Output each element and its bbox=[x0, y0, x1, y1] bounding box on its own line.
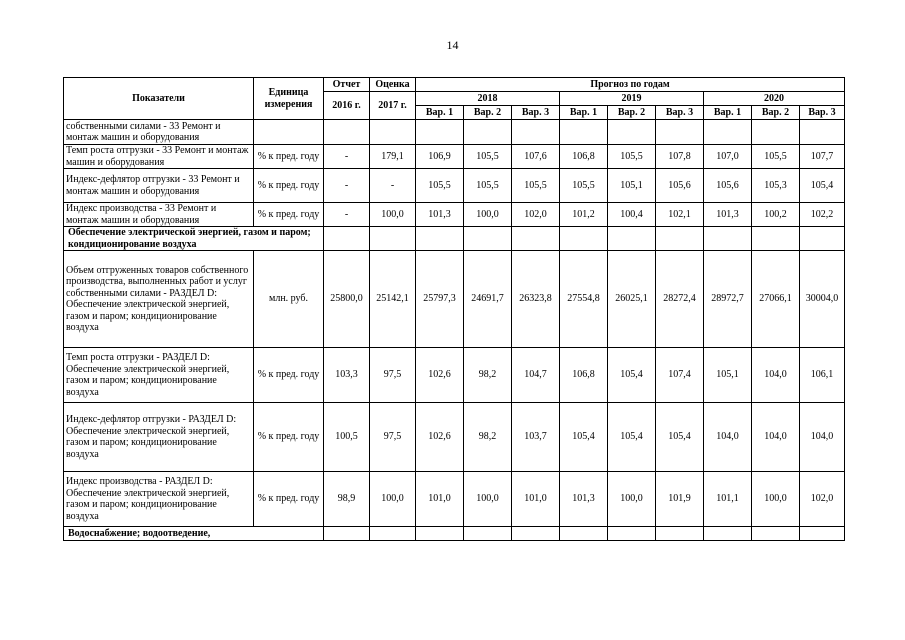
value-cell: 101,3 bbox=[560, 472, 608, 527]
empty-cell bbox=[512, 227, 560, 251]
value-cell: 106,8 bbox=[560, 145, 608, 169]
table-row bbox=[64, 403, 845, 472]
value-cell: 30004,0 bbox=[800, 251, 845, 348]
value-cell: 100,0 bbox=[370, 472, 416, 527]
value-cell: 97,5 bbox=[370, 403, 416, 472]
value-cell: 105,6 bbox=[704, 169, 752, 203]
value-cell: 103,7 bbox=[512, 403, 560, 472]
value-cell: 105,5 bbox=[464, 145, 512, 169]
value-cell: 101,3 bbox=[416, 203, 464, 227]
unit-cell: % к пред. году bbox=[254, 348, 324, 403]
value-cell: - bbox=[324, 145, 370, 169]
table-row bbox=[64, 251, 845, 348]
indicator-cell: Индекс-дефлятор отгрузки - 33 Ремонт и монтаж машин и оборудования bbox=[64, 169, 254, 203]
value-cell: 107,0 bbox=[704, 145, 752, 169]
value-cell: 105,4 bbox=[560, 403, 608, 472]
value-cell: 102,6 bbox=[416, 403, 464, 472]
value-cell: 100,2 bbox=[752, 203, 800, 227]
value-cell bbox=[752, 120, 800, 145]
empty-cell bbox=[416, 527, 464, 541]
value-cell: 25797,3 bbox=[416, 251, 464, 348]
value-cell: 98,2 bbox=[464, 403, 512, 472]
unit-cell: % к пред. году bbox=[254, 145, 324, 169]
value-cell: 28972,7 bbox=[704, 251, 752, 348]
value-cell: 101,0 bbox=[416, 472, 464, 527]
value-cell: 107,6 bbox=[512, 145, 560, 169]
header-variant: Вар. 1 bbox=[560, 106, 608, 120]
header-variant: Вар. 3 bbox=[800, 106, 845, 120]
empty-cell bbox=[752, 227, 800, 251]
value-cell: 100,0 bbox=[464, 472, 512, 527]
value-cell: 28272,4 bbox=[656, 251, 704, 348]
value-cell bbox=[608, 120, 656, 145]
value-cell bbox=[704, 120, 752, 145]
value-cell: 98,2 bbox=[464, 348, 512, 403]
header-variant: Вар. 3 bbox=[656, 106, 704, 120]
value-cell: 107,8 bbox=[656, 145, 704, 169]
value-cell: 101,1 bbox=[704, 472, 752, 527]
empty-cell bbox=[656, 227, 704, 251]
table-row bbox=[64, 203, 845, 227]
header-variant: Вар. 2 bbox=[464, 106, 512, 120]
value-cell: 98,9 bbox=[324, 472, 370, 527]
value-cell: 102,1 bbox=[656, 203, 704, 227]
empty-cell bbox=[464, 227, 512, 251]
empty-cell bbox=[416, 227, 464, 251]
value-cell: 26025,1 bbox=[608, 251, 656, 348]
value-cell: 101,2 bbox=[560, 203, 608, 227]
value-cell: 27554,8 bbox=[560, 251, 608, 348]
unit-cell: % к пред. году bbox=[254, 403, 324, 472]
page-number: 14 bbox=[446, 38, 459, 52]
table-row bbox=[64, 169, 845, 203]
value-cell: 100,0 bbox=[752, 472, 800, 527]
value-cell: 104,0 bbox=[752, 348, 800, 403]
value-cell bbox=[464, 120, 512, 145]
value-cell: 105,4 bbox=[800, 169, 845, 203]
table-row bbox=[64, 145, 845, 169]
empty-cell bbox=[704, 227, 752, 251]
value-cell bbox=[512, 120, 560, 145]
value-cell: 105,1 bbox=[608, 169, 656, 203]
value-cell: 26323,8 bbox=[512, 251, 560, 348]
value-cell: 105,1 bbox=[704, 348, 752, 403]
header-report: Отчет bbox=[324, 78, 370, 92]
table-row bbox=[64, 348, 845, 403]
value-cell: 105,5 bbox=[512, 169, 560, 203]
forecast-table bbox=[63, 77, 845, 541]
unit-cell: млн. руб. bbox=[254, 251, 324, 348]
value-cell: 179,1 bbox=[370, 145, 416, 169]
value-cell: 105,4 bbox=[656, 403, 704, 472]
value-cell: - bbox=[324, 169, 370, 203]
value-cell bbox=[370, 120, 416, 145]
header-variant: Вар. 2 bbox=[752, 106, 800, 120]
header-variant: Вар. 3 bbox=[512, 106, 560, 120]
empty-cell bbox=[800, 527, 845, 541]
indicator-cell: Индекс-дефлятор отгрузки - РАЗДЕЛ D: Обеспечение электрической энергией, газом и паром; кондиционирование воздуха bbox=[64, 403, 254, 472]
empty-cell bbox=[560, 227, 608, 251]
value-cell: 25800,0 bbox=[324, 251, 370, 348]
value-cell bbox=[800, 120, 845, 145]
header-forecast: Прогноз по годам bbox=[416, 78, 845, 92]
section-title: Водоснабжение; водоотведение, bbox=[64, 527, 324, 541]
value-cell: 105,5 bbox=[416, 169, 464, 203]
empty-cell bbox=[656, 527, 704, 541]
value-cell: 105,5 bbox=[560, 169, 608, 203]
value-cell: 103,3 bbox=[324, 348, 370, 403]
unit-cell: % к пред. году bbox=[254, 472, 324, 527]
header-variant: Вар. 1 bbox=[416, 106, 464, 120]
empty-cell bbox=[800, 227, 845, 251]
value-cell: 102,2 bbox=[800, 203, 845, 227]
value-cell: 105,5 bbox=[608, 145, 656, 169]
value-cell: 101,0 bbox=[512, 472, 560, 527]
value-cell: 102,0 bbox=[800, 472, 845, 527]
indicator-cell: собственными силами - 33 Ремонт и монтаж машин и оборудования bbox=[64, 120, 254, 145]
empty-cell bbox=[512, 527, 560, 541]
value-cell: 100,0 bbox=[608, 472, 656, 527]
value-cell: 106,9 bbox=[416, 145, 464, 169]
value-cell: 101,9 bbox=[656, 472, 704, 527]
header-variant: Вар. 2 bbox=[608, 106, 656, 120]
table-row bbox=[64, 472, 845, 527]
value-cell: 105,6 bbox=[656, 169, 704, 203]
value-cell: 101,3 bbox=[704, 203, 752, 227]
value-cell: 100,0 bbox=[370, 203, 416, 227]
value-cell: 104,0 bbox=[704, 403, 752, 472]
value-cell: 107,4 bbox=[656, 348, 704, 403]
header-report-year: 2016 г. bbox=[324, 92, 370, 120]
value-cell: 105,5 bbox=[752, 145, 800, 169]
empty-cell bbox=[370, 527, 416, 541]
header-year: 2020 bbox=[704, 92, 845, 106]
empty-cell bbox=[324, 527, 370, 541]
value-cell: 107,7 bbox=[800, 145, 845, 169]
empty-cell bbox=[560, 527, 608, 541]
section-row bbox=[64, 227, 845, 251]
value-cell: 25142,1 bbox=[370, 251, 416, 348]
value-cell: - bbox=[324, 203, 370, 227]
value-cell: 100,4 bbox=[608, 203, 656, 227]
value-cell: - bbox=[370, 169, 416, 203]
empty-cell bbox=[752, 527, 800, 541]
empty-cell bbox=[608, 227, 656, 251]
section-row bbox=[64, 527, 845, 541]
value-cell bbox=[560, 120, 608, 145]
value-cell bbox=[416, 120, 464, 145]
value-cell: 100,0 bbox=[464, 203, 512, 227]
value-cell: 104,7 bbox=[512, 348, 560, 403]
indicator-cell: Темп роста отгрузки - РАЗДЕЛ D: Обеспечение электрической энергией, газом и паром; кондиционирование воздуха bbox=[64, 348, 254, 403]
value-cell: 105,4 bbox=[608, 403, 656, 472]
empty-cell bbox=[370, 227, 416, 251]
value-cell: 105,5 bbox=[464, 169, 512, 203]
unit-cell: % к пред. году bbox=[254, 169, 324, 203]
indicator-cell: Индекс производства - 33 Ремонт и монтаж машин и оборудования bbox=[64, 203, 254, 227]
value-cell: 105,3 bbox=[752, 169, 800, 203]
header-year: 2018 bbox=[416, 92, 560, 106]
value-cell: 102,6 bbox=[416, 348, 464, 403]
value-cell: 104,0 bbox=[800, 403, 845, 472]
value-cell: 105,4 bbox=[608, 348, 656, 403]
value-cell: 24691,7 bbox=[464, 251, 512, 348]
unit-cell bbox=[254, 120, 324, 145]
section-title: Обеспечение электрической энергией, газом и паром; кондиционирование воздуха bbox=[64, 227, 324, 251]
header-estimate: Оценка bbox=[370, 78, 416, 92]
unit-cell: % к пред. году bbox=[254, 203, 324, 227]
value-cell: 100,5 bbox=[324, 403, 370, 472]
header-variant: Вар. 1 bbox=[704, 106, 752, 120]
value-cell bbox=[324, 120, 370, 145]
indicator-cell: Темп роста отгрузки - 33 Ремонт и монтаж машин и оборудования bbox=[64, 145, 254, 169]
header-year: 2019 bbox=[560, 92, 704, 106]
empty-cell bbox=[324, 227, 370, 251]
header-indicators: Показатели bbox=[64, 78, 254, 120]
indicator-cell: Объем отгруженных товаров собственного производства, выполненных работ и услуг собственными силами - РАЗДЕЛ D: Обеспечение электрической энергией, газом и паром; кондиционирование воздуха bbox=[64, 251, 254, 348]
table-row bbox=[64, 120, 845, 145]
value-cell bbox=[656, 120, 704, 145]
header-estimate-year: 2017 г. bbox=[370, 92, 416, 120]
value-cell: 97,5 bbox=[370, 348, 416, 403]
empty-cell bbox=[464, 527, 512, 541]
empty-cell bbox=[608, 527, 656, 541]
value-cell: 106,1 bbox=[800, 348, 845, 403]
value-cell: 104,0 bbox=[752, 403, 800, 472]
value-cell: 106,8 bbox=[560, 348, 608, 403]
value-cell: 27066,1 bbox=[752, 251, 800, 348]
header-unit: Единица измерения bbox=[254, 78, 324, 120]
empty-cell bbox=[704, 527, 752, 541]
indicator-cell: Индекс производства - РАЗДЕЛ D: Обеспечение электрической энергией, газом и паром; кондиционирование воздуха bbox=[64, 472, 254, 527]
value-cell: 102,0 bbox=[512, 203, 560, 227]
